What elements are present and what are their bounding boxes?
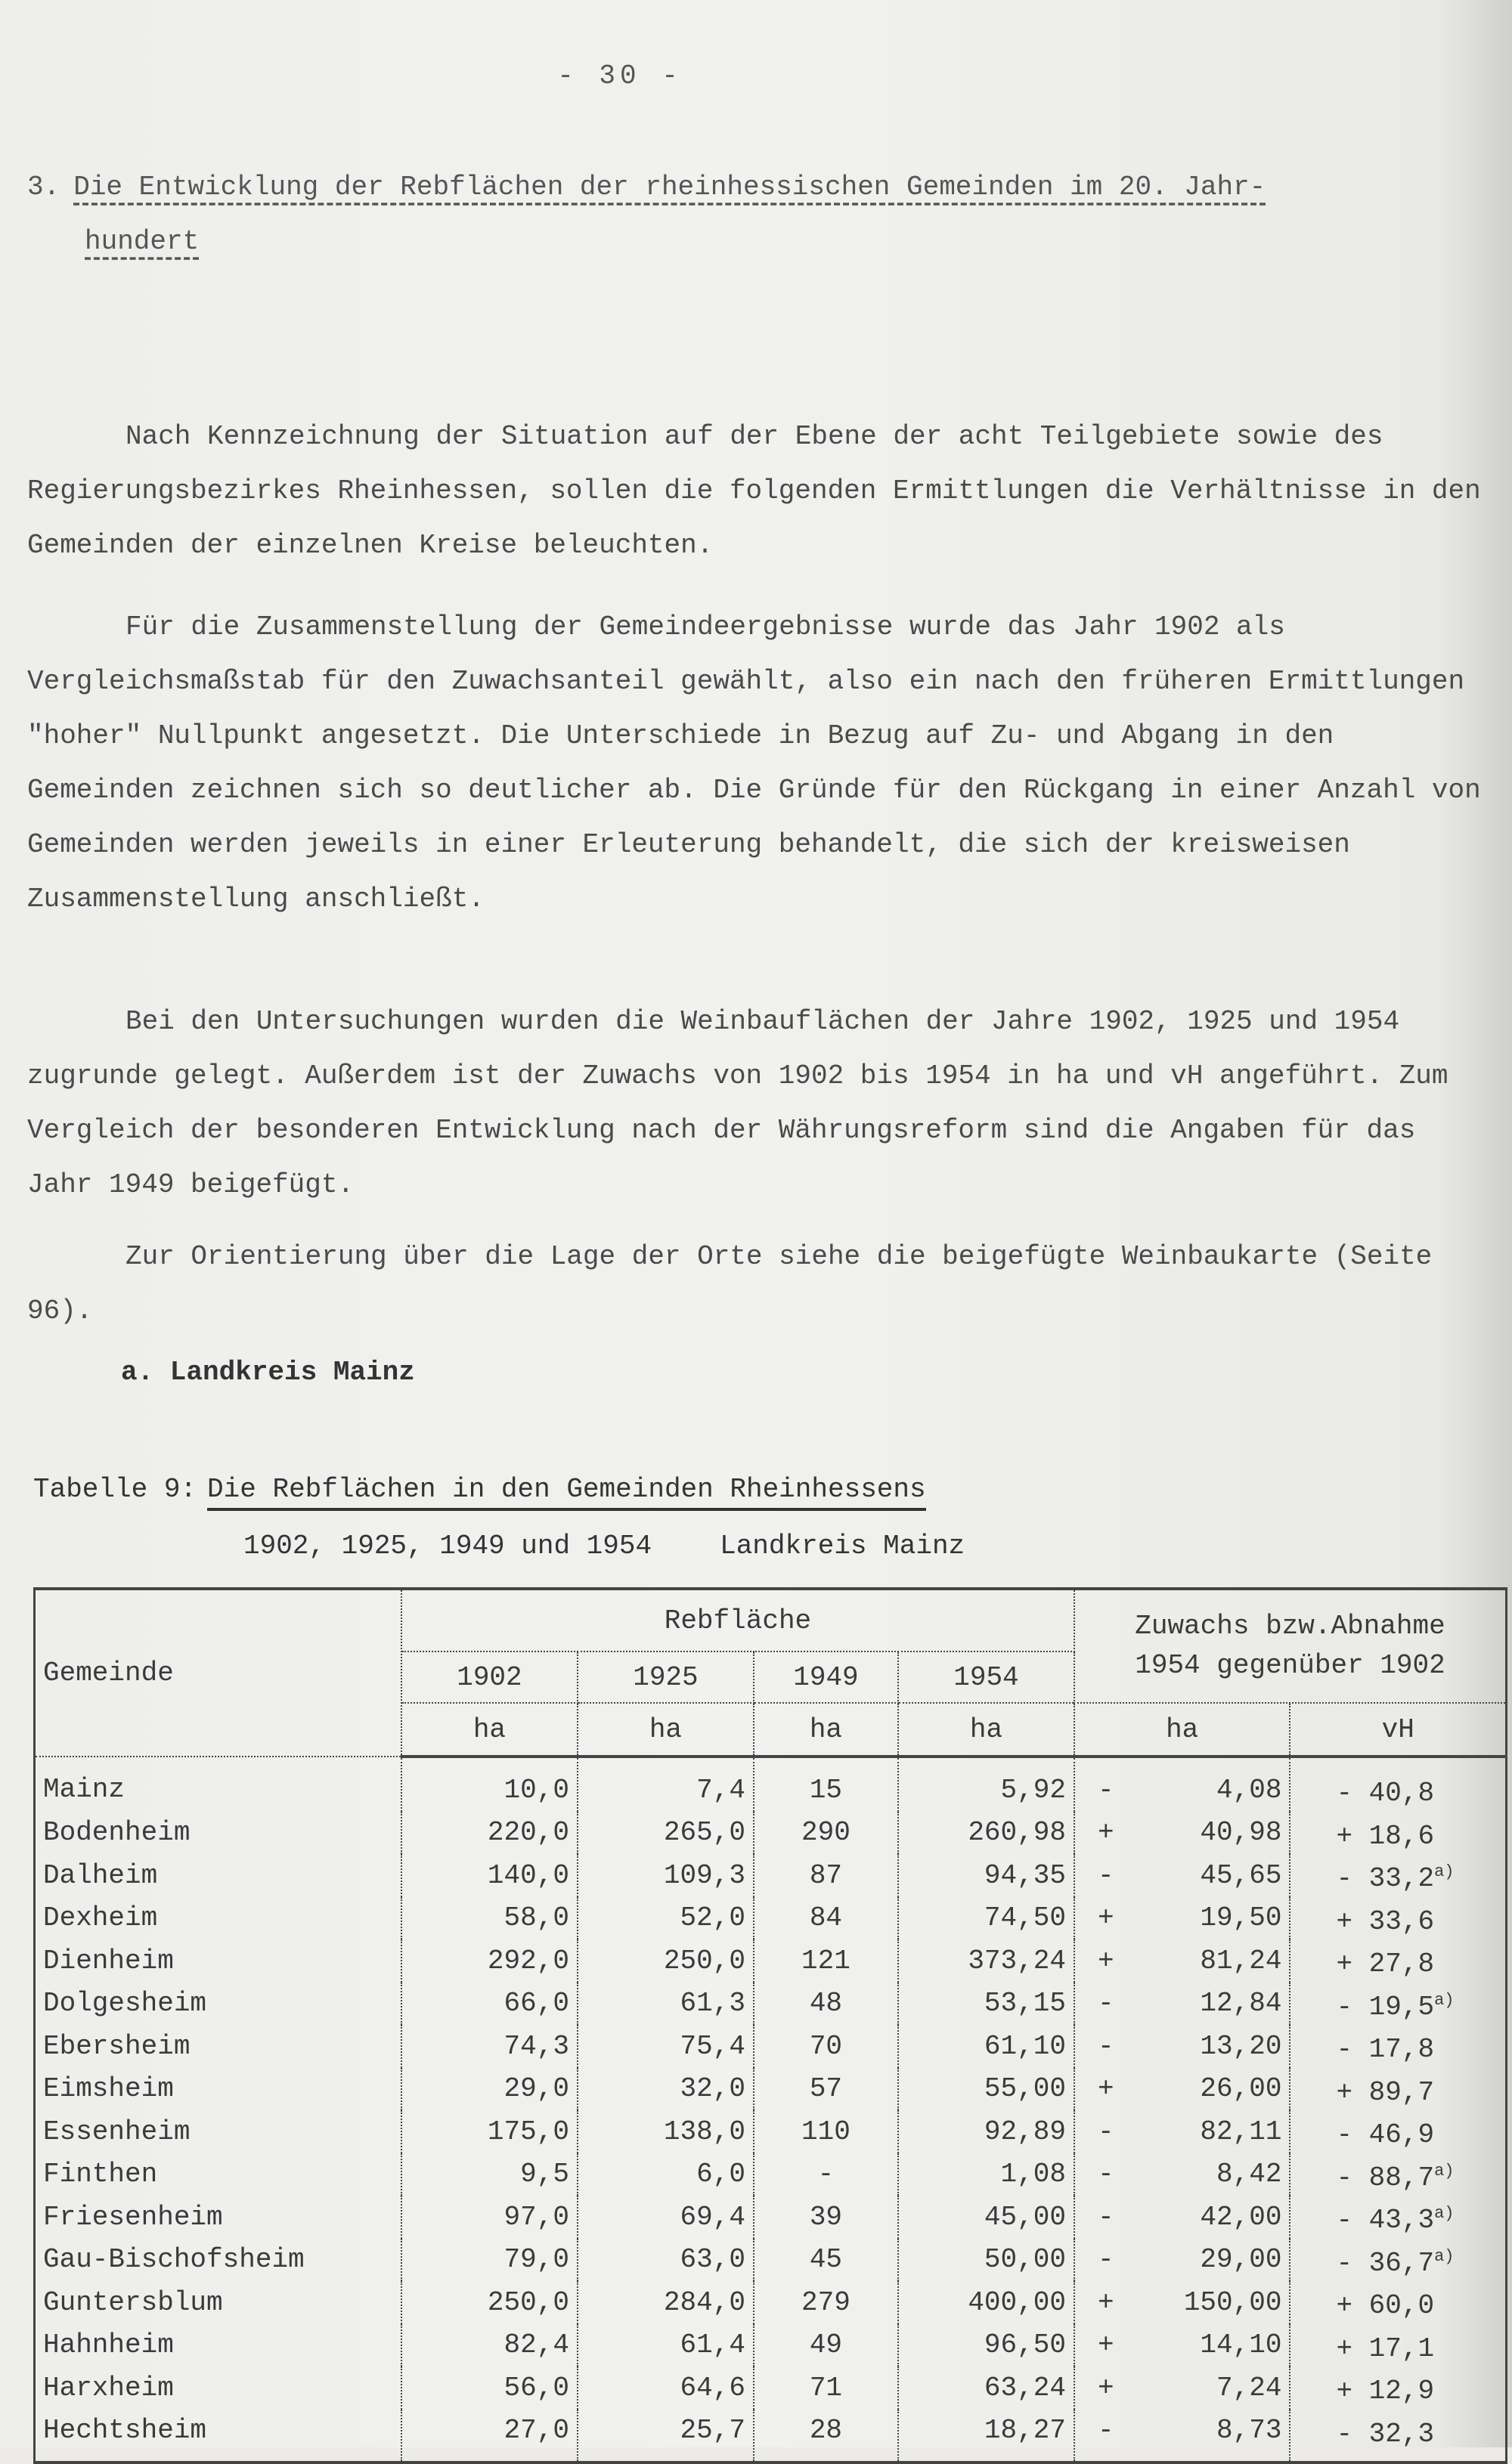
diff-vh <box>1290 2281 1506 2324</box>
diff-vh <box>1290 1812 1506 1855</box>
diff-ha <box>1074 1897 1290 1940</box>
vh-sign: - <box>1336 2418 1353 2450</box>
vh-sign: - <box>1336 2034 1353 2065</box>
value-1949: 110 <box>754 2110 898 2153</box>
value-1949: 57 <box>754 2068 898 2111</box>
value-1954: 260,98 <box>898 1812 1074 1855</box>
vh-value: 33,2 <box>1368 1863 1435 1894</box>
value-1902: 79,0 <box>401 2239 578 2282</box>
paragraph-text: Nach Kennzeichnung der Situation auf der Ebene der acht Teilgebiete sowie des Regierungsbezirkes Rheinhessen, sollen die folgenden Ermittlungen die Verhältnisse in den Gemeinden der einzelnen Kreise beleuchten. <box>27 421 1481 561</box>
paragraph-text: Für die Zusammenstellung der Gemeindeergebnisse wurde das Jahr 1902 als Vergleichsmaßstab für den Zuwachsanteil gewählt, also ein nach den früheren Ermittlungen "hoher" Nullpunkt angesetzt. Die Unterschiede in Bezug auf Zu- und Abgang in den Gemeinden zeichnen sich so deutlicher ab. Die Gründe für den Rückgang in einer Anzahl von Gemeinden werden jeweils in einer Erleuterung behandelt, die sich der kreisweisen Zusammenstellung anschließt. <box>27 611 1481 915</box>
value-1949: 49 <box>754 2324 898 2367</box>
diff-sign: - <box>1097 1988 1114 2019</box>
value-1949: 290 <box>754 1812 898 1855</box>
vh-value: 19,5 <box>1368 1991 1435 2023</box>
diff-ha <box>1074 2196 1290 2239</box>
vh-value: 33,6 <box>1368 1905 1435 1937</box>
diff-value: 19,50 <box>1200 1902 1282 1933</box>
subheading: a. Landkreis Mainz <box>121 1357 415 1388</box>
footnote-marker: a) <box>1434 2204 1455 2223</box>
diff-value: 4,08 <box>1216 1774 1282 1806</box>
value-1925: 75,4 <box>578 2025 754 2068</box>
table-row <box>35 2366 1507 2410</box>
diff-value: 82,11 <box>1200 2116 1282 2147</box>
table-row <box>35 1757 1507 1812</box>
diff-sign: + <box>1097 2073 1114 2104</box>
diff-ha <box>1074 1854 1290 1897</box>
diff-value: 45,65 <box>1200 1859 1282 1891</box>
gemeinde-name: Gau-Bischofsheim <box>35 2239 401 2282</box>
table-label: Tabelle 9: <box>33 1474 197 1505</box>
table-row <box>35 2281 1507 2324</box>
value-1925: 32,0 <box>578 2068 754 2111</box>
table-row <box>35 2068 1507 2111</box>
value-1902: 27,0 <box>401 2410 578 2463</box>
diff-sign: - <box>1097 2116 1114 2147</box>
diff-sign: + <box>1097 1945 1114 1976</box>
header-year-1954: 1954 <box>898 1651 1074 1703</box>
value-1902: 140,0 <box>401 1854 578 1897</box>
table-region: Landkreis Mainz <box>720 1531 965 1562</box>
table-years: 1902, 1925, 1949 und 1954 <box>243 1531 652 1562</box>
vh-sign: - <box>1336 1778 1353 1809</box>
diff-value: 13,20 <box>1200 2030 1282 2062</box>
table-row <box>35 1812 1507 1855</box>
gemeinde-name: Hechtsheim <box>35 2410 401 2463</box>
gemeinde-name: Guntersblum <box>35 2281 401 2324</box>
table-row <box>35 1983 1507 2026</box>
diff-vh <box>1290 2153 1506 2196</box>
header-zuwachs-line1: Zuwachs bzw.Abnahme <box>1135 1611 1445 1642</box>
gemeinde-name: Essenheim <box>35 2110 401 2153</box>
diff-value: 81,24 <box>1200 1945 1282 1976</box>
value-1902: 74,3 <box>401 2025 578 2068</box>
diff-vh <box>1290 1854 1506 1897</box>
value-1925: 61,3 <box>578 1983 754 2026</box>
value-1925: 284,0 <box>578 2281 754 2324</box>
value-1954: 96,50 <box>898 2324 1074 2367</box>
footnote-marker: a) <box>1434 1862 1455 1881</box>
table-subcaption <box>243 1531 965 1562</box>
diff-sign: - <box>1097 2030 1114 2062</box>
diff-vh <box>1290 2324 1506 2367</box>
gemeinde-name: Ebersheim <box>35 2025 401 2068</box>
value-1949: 39 <box>754 2196 898 2239</box>
value-1954: 18,27 <box>898 2410 1074 2463</box>
diff-value: 40,98 <box>1200 1817 1282 1848</box>
value-1925: 63,0 <box>578 2239 754 2282</box>
value-1954: 5,92 <box>898 1757 1074 1812</box>
value-1925: 138,0 <box>578 2110 754 2153</box>
rebflaechen-table <box>33 1587 1507 2464</box>
diff-vh <box>1290 2239 1506 2282</box>
value-1954: 53,15 <box>898 1983 1074 2026</box>
footnote-marker: a) <box>1434 1990 1455 2010</box>
diff-sign: + <box>1097 2286 1114 2318</box>
diff-vh <box>1290 2068 1506 2111</box>
vh-value: 32,3 <box>1368 2418 1435 2450</box>
value-1954: 50,00 <box>898 2239 1074 2282</box>
diff-value: 8,42 <box>1216 2159 1282 2190</box>
unit-ha-1949: ha <box>754 1703 898 1757</box>
diff-vh <box>1290 2196 1506 2239</box>
vh-value: 88,7 <box>1368 2162 1435 2193</box>
diff-vh <box>1290 1897 1506 1940</box>
diff-value: 12,84 <box>1200 1988 1282 2019</box>
unit-ha-diff: ha <box>1074 1703 1290 1757</box>
value-1949: 45 <box>754 2239 898 2282</box>
diff-sign: - <box>1097 2415 1114 2446</box>
vh-sign: + <box>1336 2332 1353 2364</box>
value-1925: 265,0 <box>578 1812 754 1855</box>
vh-value: 36,7 <box>1368 2247 1435 2279</box>
vh-sign: + <box>1336 1949 1353 1980</box>
diff-ha <box>1074 1983 1290 2026</box>
section-title-line1: Die Entwicklung der Rebflächen der rheinhessischen Gemeinden im 20. Jahr- <box>73 172 1266 203</box>
section-title-line2: hundert <box>85 226 200 257</box>
value-1954: 63,24 <box>898 2366 1074 2410</box>
diff-ha <box>1074 2110 1290 2153</box>
value-1954: 373,24 <box>898 1939 1074 1983</box>
diff-vh <box>1290 2025 1506 2068</box>
value-1902: 66,0 <box>401 1983 578 2026</box>
diff-sign: - <box>1097 2159 1114 2190</box>
diff-ha <box>1074 1812 1290 1855</box>
diff-value: 7,24 <box>1216 2372 1282 2404</box>
value-1954: 74,50 <box>898 1897 1074 1940</box>
vh-sign: - <box>1336 1991 1353 2023</box>
header-zuwachs-line2: 1954 gegenüber 1902 <box>1135 1650 1445 1681</box>
vh-sign: - <box>1336 2205 1353 2236</box>
value-1902: 9,5 <box>401 2153 578 2196</box>
table-row <box>35 2025 1507 2068</box>
table-caption <box>33 1474 926 1505</box>
value-1954: 55,00 <box>898 2068 1074 2111</box>
diff-ha <box>1074 2366 1290 2410</box>
diff-value: 26,00 <box>1200 2073 1282 2104</box>
value-1949: 15 <box>754 1757 898 1812</box>
diff-sign: - <box>1097 2244 1114 2275</box>
diff-ha <box>1074 1757 1290 1812</box>
unit-ha-1954: ha <box>898 1703 1074 1757</box>
vh-value: 18,6 <box>1368 1820 1435 1852</box>
vh-value: 89,7 <box>1368 2076 1435 2108</box>
value-1925: 7,4 <box>578 1757 754 1812</box>
gemeinde-name: Mainz <box>35 1757 401 1812</box>
table-row <box>35 1897 1507 1940</box>
value-1902: 82,4 <box>401 2324 578 2367</box>
value-1949: - <box>754 2153 898 2196</box>
vh-value: 46,9 <box>1368 2119 1435 2150</box>
table-row <box>35 2153 1507 2196</box>
diff-vh <box>1290 1939 1506 1983</box>
value-1949: 84 <box>754 1897 898 1940</box>
value-1902: 292,0 <box>401 1939 578 1983</box>
value-1925: 61,4 <box>578 2324 754 2367</box>
gemeinde-name: Eimsheim <box>35 2068 401 2111</box>
header-gemeinde: Gemeinde <box>35 1589 401 1757</box>
value-1949: 71 <box>754 2366 898 2410</box>
diff-ha <box>1074 2281 1290 2324</box>
value-1925: 64,6 <box>578 2366 754 2410</box>
gemeinde-name: Hahnheim <box>35 2324 401 2367</box>
vh-value: 43,3 <box>1368 2205 1435 2236</box>
vh-value: 12,9 <box>1368 2376 1435 2407</box>
vh-sign: + <box>1336 1820 1353 1852</box>
gemeinde-name: Dexheim <box>35 1897 401 1940</box>
header-year-1902: 1902 <box>401 1651 578 1703</box>
vh-sign: + <box>1336 2076 1353 2108</box>
diff-value: 150,00 <box>1183 2286 1282 2318</box>
vh-value: 27,8 <box>1368 1949 1435 1980</box>
gemeinde-name: Harxheim <box>35 2366 401 2410</box>
diff-sign: + <box>1097 2329 1114 2360</box>
diff-sign: + <box>1097 1817 1114 1848</box>
diff-sign: - <box>1097 1774 1114 1806</box>
gemeinde-name: Dienheim <box>35 1939 401 1983</box>
paragraph-text: Zur Orientierung über die Lage der Orte siehe die beigefügte Weinbaukarte (Seite 96). <box>27 1241 1433 1326</box>
header-year-1925: 1925 <box>578 1651 754 1703</box>
gemeinde-name: Friesenheim <box>35 2196 401 2239</box>
diff-sign: + <box>1097 2372 1114 2404</box>
vh-sign: + <box>1336 2290 1353 2321</box>
value-1954: 400,00 <box>898 2281 1074 2324</box>
vh-sign: - <box>1336 1863 1353 1894</box>
vh-value: 60,0 <box>1368 2290 1435 2321</box>
table-row <box>35 2196 1507 2239</box>
unit-ha-1925: ha <box>578 1703 754 1757</box>
diff-value: 8,73 <box>1216 2415 1282 2446</box>
value-1949: 28 <box>754 2410 898 2463</box>
diff-sign: - <box>1097 1859 1114 1891</box>
unit-ha-1902: ha <box>401 1703 578 1757</box>
unit-vh: vH <box>1290 1703 1506 1757</box>
diff-ha <box>1074 1939 1290 1983</box>
table-row <box>35 1854 1507 1897</box>
value-1954: 92,89 <box>898 2110 1074 2153</box>
value-1925: 69,4 <box>578 2196 754 2239</box>
value-1902: 29,0 <box>401 2068 578 2111</box>
diff-ha <box>1074 2239 1290 2282</box>
gemeinde-name: Dolgesheim <box>35 1983 401 2026</box>
value-1925: 6,0 <box>578 2153 754 2196</box>
footnote-marker: a) <box>1434 2161 1455 2181</box>
value-1902: 58,0 <box>401 1897 578 1940</box>
value-1949: 279 <box>754 2281 898 2324</box>
table-row <box>35 2239 1507 2282</box>
value-1902: 250,0 <box>401 2281 578 2324</box>
paragraph-text: Bei den Untersuchungen wurden die Weinbauflächen der Jahre 1902, 1925 und 1954 zugrunde gelegt. Außerdem ist der Zuwachs von 1902 bis 1954 in ha und vH angeführt. Zum Vergleich der besonderen Entwicklung nach der Währungsreform sind die Angaben für das Jahr 1949 beigefügt. <box>27 1006 1448 1200</box>
header-rebflaeche: Rebfläche <box>401 1589 1074 1651</box>
value-1949: 121 <box>754 1939 898 1983</box>
paragraph-2 <box>27 546 1486 981</box>
diff-ha <box>1074 2324 1290 2367</box>
page-number: - 30 - <box>557 60 683 91</box>
footnote-marker: a) <box>1434 2246 1455 2266</box>
table-title: Die Rebflächen in den Gemeinden Rheinhessens <box>207 1474 926 1511</box>
value-1902: 175,0 <box>401 2110 578 2153</box>
value-1949: 87 <box>754 1854 898 1897</box>
header-zuwachs <box>1074 1589 1507 1703</box>
value-1925: 52,0 <box>578 1897 754 1940</box>
vh-sign: - <box>1336 2162 1353 2193</box>
value-1925: 250,0 <box>578 1939 754 1983</box>
diff-vh <box>1290 2366 1506 2410</box>
diff-vh <box>1290 2410 1506 2463</box>
value-1949: 70 <box>754 2025 898 2068</box>
value-1949: 48 <box>754 1983 898 2026</box>
value-1925: 25,7 <box>578 2410 754 2463</box>
table-row <box>35 1939 1507 1983</box>
vh-sign: - <box>1336 2119 1353 2150</box>
value-1954: 94,35 <box>898 1854 1074 1897</box>
value-1954: 45,00 <box>898 2196 1074 2239</box>
value-1902: 97,0 <box>401 2196 578 2239</box>
diff-sign: + <box>1097 1902 1114 1933</box>
diff-ha <box>1074 2025 1290 2068</box>
section-number: 3. <box>27 172 60 203</box>
vh-value: 17,8 <box>1368 2034 1435 2065</box>
value-1902: 10,0 <box>401 1757 578 1812</box>
section-heading <box>27 168 1494 262</box>
diff-value: 42,00 <box>1200 2201 1282 2233</box>
diff-value: 14,10 <box>1200 2329 1282 2360</box>
diff-ha <box>1074 2153 1290 2196</box>
vh-sign: - <box>1336 2247 1353 2279</box>
table-row <box>35 2324 1507 2367</box>
diff-ha <box>1074 2410 1290 2463</box>
gemeinde-name: Dalheim <box>35 1854 401 1897</box>
table-row <box>35 2410 1507 2463</box>
vh-sign: + <box>1336 2376 1353 2407</box>
value-1954: 61,10 <box>898 2025 1074 2068</box>
diff-value: 29,00 <box>1200 2244 1282 2275</box>
value-1925: 109,3 <box>578 1854 754 1897</box>
value-1902: 220,0 <box>401 1812 578 1855</box>
vh-value: 17,1 <box>1368 2332 1435 2364</box>
vh-sign: + <box>1336 1905 1353 1937</box>
diff-ha <box>1074 2068 1290 2111</box>
diff-vh <box>1290 1757 1506 1812</box>
value-1902: 56,0 <box>401 2366 578 2410</box>
diff-vh <box>1290 2110 1506 2153</box>
gemeinde-name: Bodenheim <box>35 1812 401 1855</box>
gemeinde-name: Finthen <box>35 2153 401 2196</box>
table-row <box>35 2110 1507 2153</box>
diff-sign: - <box>1097 2201 1114 2233</box>
value-1954: 1,08 <box>898 2153 1074 2196</box>
vh-value: 40,8 <box>1368 1778 1435 1809</box>
diff-vh <box>1290 1983 1506 2026</box>
header-year-1949: 1949 <box>754 1651 898 1703</box>
